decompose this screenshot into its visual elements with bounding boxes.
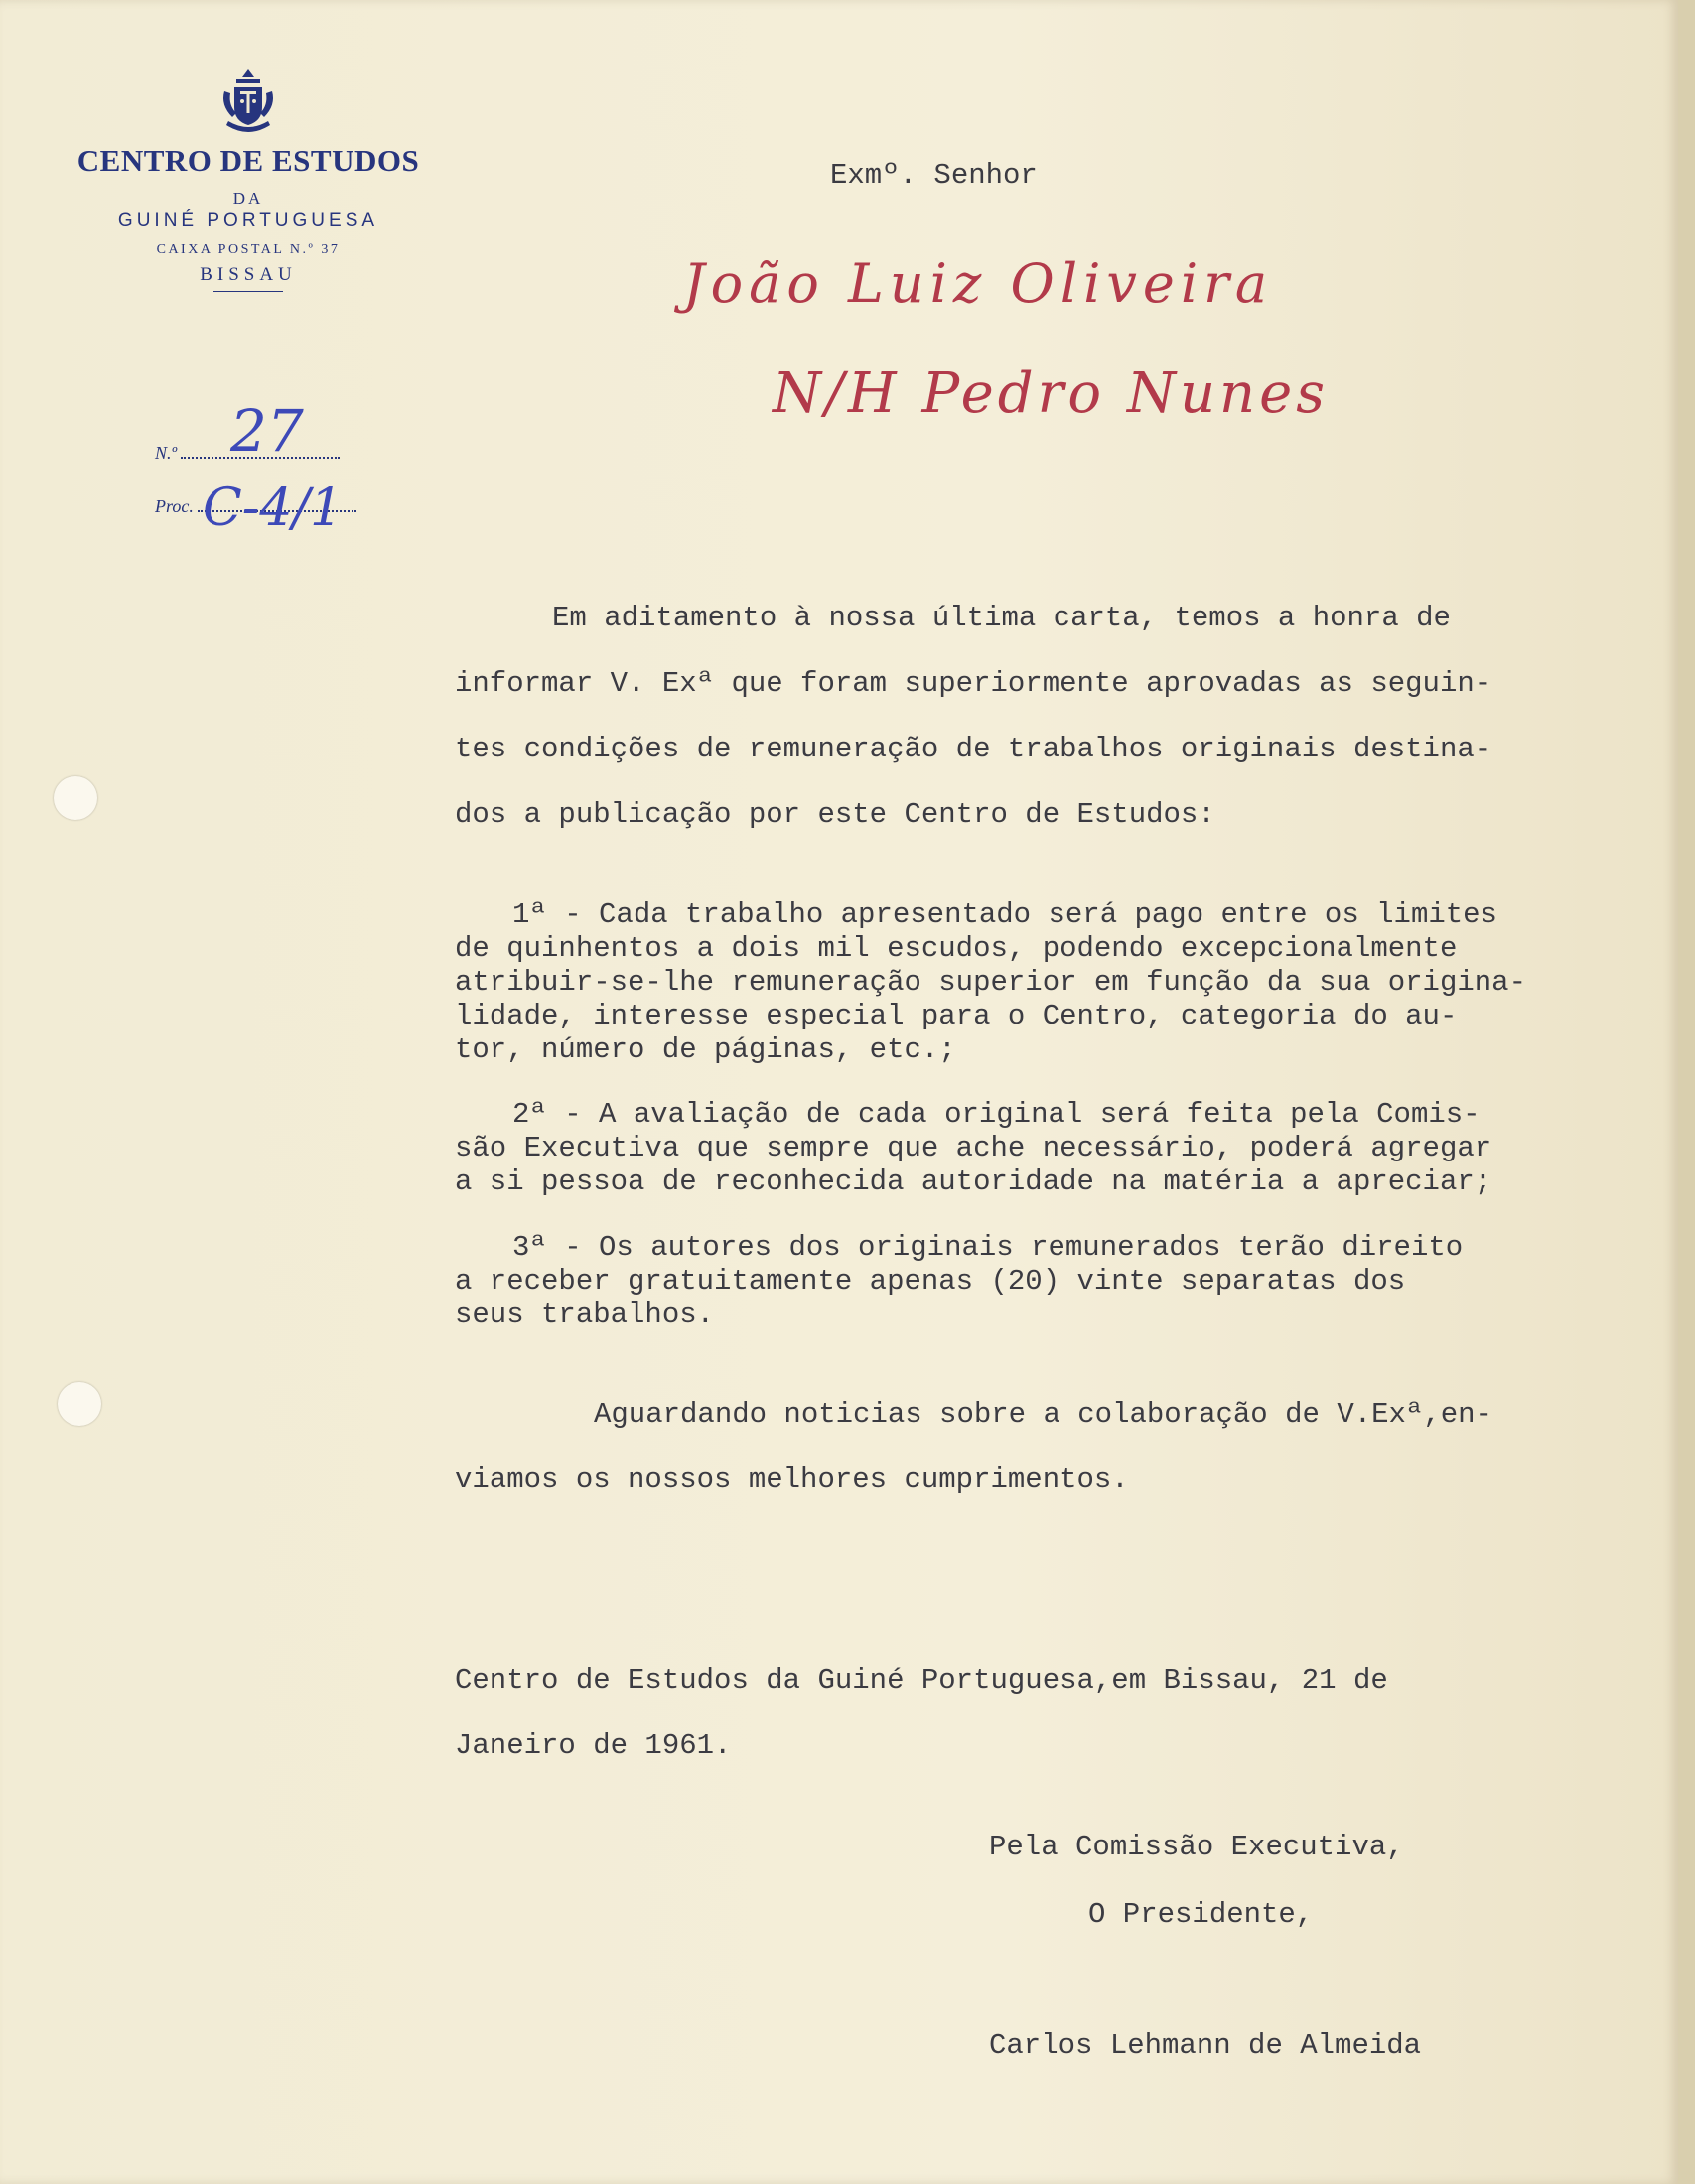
org-guine: GUINÉ PORTUGUESA <box>117 210 379 231</box>
letterhead <box>60 68 437 292</box>
closing-paragraph <box>455 1382 1646 1513</box>
intro-paragraph <box>455 586 1646 651</box>
item-1-line: tor, número de páginas, etc.; <box>455 1033 956 1066</box>
intro-line: informar V. Exª que foram superiormente aprovadas as seguin- <box>455 667 1492 700</box>
salutation: Exmº. Senhor <box>830 159 1038 192</box>
closing-line: Aguardando noticias sobre a colaboração de V.Exª,en- <box>594 1398 1492 1431</box>
intro-line: tes condições de remuneração de trabalhos originais destina- <box>455 733 1492 765</box>
intro-paragraph-cont <box>455 651 1646 848</box>
org-name: CENTRO DE ESTUDOS <box>76 143 420 178</box>
item-3 <box>455 1231 1646 1332</box>
item-1-line: de quinhentos a dois mil escudos, podendo excepcionalmente <box>455 932 1458 965</box>
handwritten-note: N/H Pedro Nunes <box>773 361 1329 426</box>
ref-proc-value: C-4/1 <box>203 478 344 538</box>
item-3-line: a receber gratuitamente apenas (20) vinte separatas dos <box>455 1265 1406 1297</box>
signature-name: Carlos Lehmann de Almeida <box>989 2029 1422 2062</box>
item-1-line: atribuir-se-lhe remuneração superior em função da sua origina- <box>455 966 1526 999</box>
closing-line: viamos os nossos melhores cumprimentos. <box>455 1463 1129 1496</box>
org-caixa: CAIXA POSTAL N.º 37 <box>156 242 341 257</box>
dateline-line: Janeiro de 1961. <box>455 1729 732 1762</box>
handwritten-addressee-name: João Luiz Oliveira <box>683 252 1274 315</box>
ref-number-label: N.º <box>155 443 178 463</box>
punch-hole <box>58 1382 101 1426</box>
item-3-line: 3ª - Os autores dos originais remunerados terão direito <box>512 1231 1464 1264</box>
signature-title: O Presidente, <box>1088 1898 1314 1931</box>
item-2-line: 2ª - A avaliação de cada original será feita pela Comis- <box>512 1098 1481 1131</box>
letterhead-rule <box>213 291 283 292</box>
item-1-line: lidade, interesse especial para o Centro, categoria do au- <box>455 1000 1458 1032</box>
item-3-line: seus trabalhos. <box>455 1298 715 1331</box>
dateline-line: Centro de Estudos da Guiné Portuguesa,em Bissau, 21 de <box>455 1664 1388 1697</box>
punch-hole <box>54 776 97 820</box>
intro-line: dos a publicação por este Centro de Estudos: <box>455 798 1215 831</box>
ref-proc-label: Proc. <box>155 496 194 516</box>
item-2 <box>455 1098 1646 1199</box>
dateline <box>455 1648 1646 1779</box>
coat-of-arms-icon <box>220 68 276 137</box>
org-city: BISSAU <box>200 264 297 285</box>
item-2-line: a si pessoa de reconhecida autoridade na matéria a apreciar; <box>455 1165 1492 1198</box>
ref-number-value: 27 <box>230 397 304 465</box>
item-1 <box>455 898 1646 1067</box>
item-1-line: 1ª - Cada trabalho apresentado será pago entre os limites <box>512 898 1497 931</box>
org-da: DA <box>232 189 264 207</box>
item-2-line: são Executiva que sempre que ache necessário, poderá agregar <box>455 1132 1492 1164</box>
paper-edge <box>1678 0 1695 2184</box>
signature-committee: Pela Comissão Executiva, <box>989 1831 1404 1863</box>
intro-line: Em aditamento à nossa última carta, temos a honra de <box>552 602 1451 634</box>
